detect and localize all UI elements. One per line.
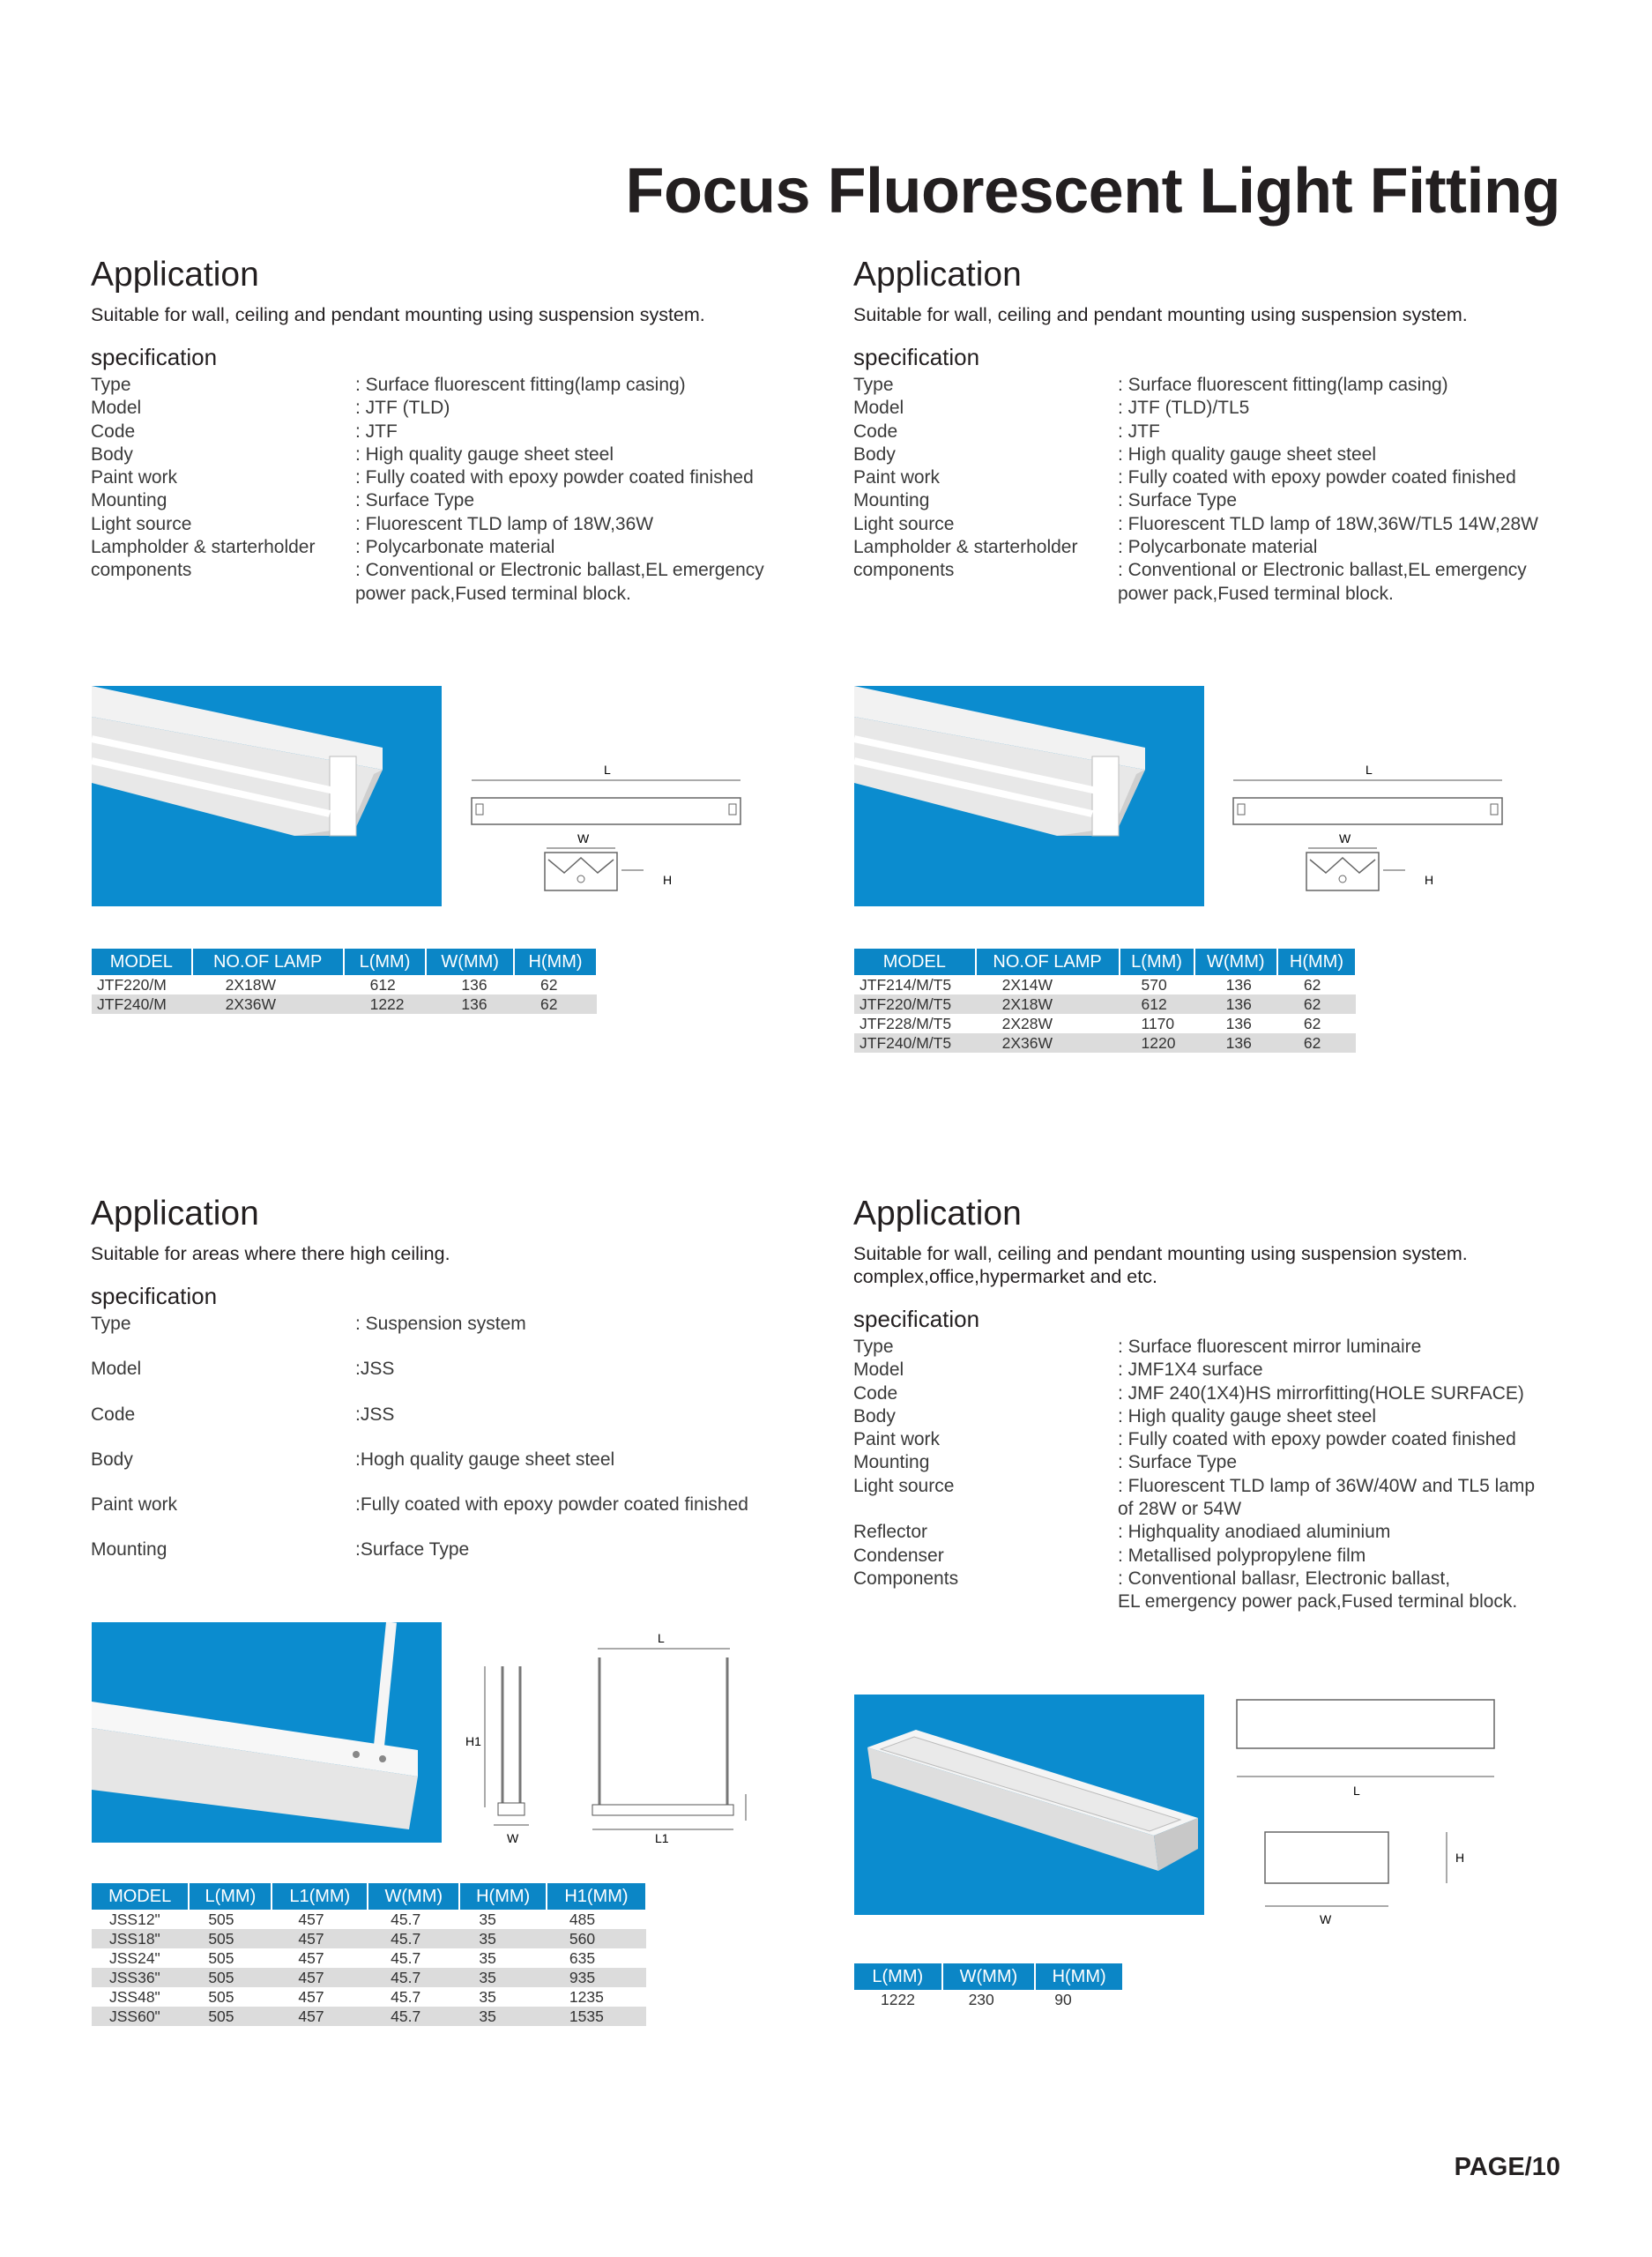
spec-list xyxy=(91,1313,822,1562)
table-header-row xyxy=(854,949,1356,975)
spec-row xyxy=(91,421,822,443)
table-cell: 457 xyxy=(298,1911,324,1928)
spec-row xyxy=(853,559,1585,582)
table-cell: JSS24" xyxy=(109,1949,160,1967)
spec-value: : JTF xyxy=(1118,421,1160,442)
spec-list xyxy=(853,1336,1585,1614)
spec-row xyxy=(853,1382,1585,1405)
spec-row xyxy=(91,1358,822,1381)
column-header: L(MM) xyxy=(854,1963,942,1990)
spec-key: Components xyxy=(853,1568,959,1589)
spec-value: power pack,Fused terminal block. xyxy=(1118,583,1394,604)
table-cell: JSS12" xyxy=(109,1911,160,1928)
table-cell: 62 xyxy=(1303,1015,1321,1032)
table-cell: 2X36W xyxy=(192,994,344,1014)
spec-value: :Fully coated with epoxy powder coated finished xyxy=(355,1494,748,1516)
spec-value: : High quality gauge sheet steel xyxy=(1118,1405,1377,1426)
table-cell: 62 xyxy=(1303,976,1321,994)
spec-value: :JSS xyxy=(355,1359,395,1380)
spec-value: : Fully coated with epoxy powder coated finished xyxy=(1118,1429,1516,1450)
table-header-row xyxy=(92,1883,646,1910)
table-row xyxy=(854,1990,1123,2009)
table-cell: 612 xyxy=(369,976,396,994)
table-cell: 45.7 xyxy=(368,1968,459,1987)
spec-key: Light source xyxy=(853,1475,955,1496)
spec-row xyxy=(853,1451,1585,1474)
spec-value: :JSS xyxy=(355,1404,395,1425)
column-header: L(MM) xyxy=(344,949,427,975)
spec-key: Body xyxy=(91,443,133,465)
label-w: W xyxy=(577,831,590,845)
table-cell: 45.7 xyxy=(391,1949,421,1967)
table-cell: 35 xyxy=(479,1949,496,1967)
table-cell: 612 xyxy=(1120,994,1194,1014)
specification-heading: specification xyxy=(91,344,218,370)
table-cell: 230 xyxy=(968,1991,994,2008)
spec-key: Model xyxy=(91,1359,142,1380)
table-cell: 62 xyxy=(1277,1033,1356,1053)
spec-value: :Surface Type xyxy=(355,1539,470,1561)
table-cell: 457 xyxy=(272,2007,368,2026)
product-photo-jmf xyxy=(854,1695,1204,1915)
spec-row xyxy=(91,1538,822,1561)
spec-row xyxy=(91,1493,822,1516)
spec-key: Code xyxy=(91,1404,136,1425)
spec-key: Body xyxy=(853,1405,896,1426)
spec-value: : Surface fluorescent fitting(lamp casing) xyxy=(1118,375,1448,395)
label-l: L xyxy=(604,763,611,777)
table-cell: 62 xyxy=(540,976,558,994)
table-cell: 136 xyxy=(1225,976,1252,994)
table-row xyxy=(92,975,597,994)
column-header: H(MM) xyxy=(459,1883,546,1910)
spec-key xyxy=(91,583,355,606)
spec-key: Paint work xyxy=(91,467,178,488)
spec-value: : Surface fluorescent fitting(lamp casing) xyxy=(355,375,686,395)
spec-key: Paint work xyxy=(853,467,941,488)
spec-value: : JTF xyxy=(355,421,398,442)
table-cell: 35 xyxy=(459,2007,546,2026)
table-cell: 45.7 xyxy=(391,1911,421,1928)
application-text: Suitable for wall, ceiling and pendant mounting using suspension system. xyxy=(91,304,705,325)
column-header: MODEL xyxy=(92,1883,189,1910)
page-title: Focus Fluorescent Light Fitting xyxy=(625,156,1560,227)
dimension-drawing-jss xyxy=(458,1627,785,1847)
column-header: MODEL xyxy=(854,949,976,975)
spec-row xyxy=(91,1449,822,1471)
spec-value: : Conventional or Electronic ballast,EL emergency xyxy=(355,560,764,581)
table-cell: 1170 xyxy=(1141,1015,1175,1032)
column-header: NO.OF LAMP xyxy=(192,949,344,975)
dimension-drawing-jtf-t5 xyxy=(1229,763,1511,908)
spec-value: : Surface Type xyxy=(1118,490,1238,511)
table-cell: 457 xyxy=(298,1988,324,2006)
spec-key: components xyxy=(91,560,192,581)
spec-key: Model xyxy=(853,1359,904,1381)
spec-row xyxy=(91,1313,822,1336)
spec-value: : Highquality anodiaed aluminium xyxy=(1118,1522,1391,1543)
spec-row xyxy=(853,1498,1585,1521)
spec-row xyxy=(853,536,1585,559)
spec-row xyxy=(91,536,822,559)
table-cell: 935 xyxy=(547,1968,646,1987)
table-cell: 2X14W xyxy=(1001,976,1053,994)
table-cell: 457 xyxy=(298,1949,324,1967)
product-block-jmf xyxy=(853,1195,1585,1614)
spec-value: : JMF 240(1X4)HS mirrorfitting(HOLE SURFACE) xyxy=(1118,1382,1524,1404)
spec-row xyxy=(853,466,1585,489)
application-text: Suitable for wall, ceiling and pendant mounting using suspension system. xyxy=(853,304,1468,325)
spec-row xyxy=(853,583,1585,606)
table-cell: JSS18" xyxy=(92,1929,189,1948)
spec-value: : Fluorescent TLD lamp of 36W/40W and TL5 lamp xyxy=(1118,1475,1536,1496)
spec-key: Lampholder & starterholder xyxy=(91,537,316,558)
table-cell: 136 xyxy=(461,976,487,994)
spec-value: : Suspension system xyxy=(355,1314,526,1334)
table-cell: 2X18W xyxy=(976,994,1120,1014)
table-cell: 457 xyxy=(272,1968,368,1987)
table-row xyxy=(92,1910,646,1929)
product-photo-jss xyxy=(92,1622,442,1843)
table-cell: 505 xyxy=(189,1929,272,1948)
table-cell: 2X36W xyxy=(976,1033,1120,1053)
spec-key: Mounting xyxy=(91,490,167,511)
table-cell: 136 xyxy=(1225,1015,1252,1032)
spec-row xyxy=(853,1405,1585,1428)
spec-key: Code xyxy=(853,421,898,442)
spec-row xyxy=(853,1590,1585,1613)
spec-table-jtf-t5 xyxy=(854,949,1357,1053)
spec-value: : Conventional or Electronic ballast,EL emergency xyxy=(1118,560,1527,581)
table-cell: 635 xyxy=(569,1949,596,1967)
table-row xyxy=(92,994,597,1014)
spec-row xyxy=(91,1404,822,1426)
table-row xyxy=(92,1929,646,1948)
spec-key: Model xyxy=(853,398,904,419)
product-photo-jtf xyxy=(92,686,442,906)
spec-value: : JTF (TLD) xyxy=(355,398,450,419)
spec-row xyxy=(91,559,822,582)
table-cell: 90 xyxy=(1054,1991,1072,2008)
spec-row xyxy=(91,489,822,512)
spec-value: : High quality gauge sheet steel xyxy=(1118,443,1377,465)
table-cell: JTF240/M xyxy=(92,994,192,1014)
dimension-drawing-jmf xyxy=(1230,1693,1512,1931)
spec-value: : Surface Type xyxy=(1118,1452,1238,1473)
spec-key: Condenser xyxy=(853,1545,944,1566)
table-cell: 560 xyxy=(547,1929,646,1948)
application-heading: Application xyxy=(91,256,259,294)
spec-key: Body xyxy=(91,1449,133,1470)
spec-key xyxy=(853,1498,1118,1521)
spec-value: : Conventional ballasr, Electronic ballast, xyxy=(1118,1568,1451,1589)
column-header: NO.OF LAMP xyxy=(976,949,1120,975)
spec-row xyxy=(853,1545,1585,1568)
spec-row xyxy=(853,1336,1585,1359)
table-cell: JTF240/M/T5 xyxy=(854,1033,976,1053)
specification-heading: specification xyxy=(91,1283,218,1309)
table-cell: JSS60" xyxy=(92,2007,189,2026)
table-cell: 485 xyxy=(569,1911,596,1928)
page-number: PAGE/10 xyxy=(1454,2153,1560,2181)
spec-value: : Surface Type xyxy=(355,490,475,511)
table-cell: 1222 xyxy=(881,1991,915,2008)
spec-key: Paint work xyxy=(91,1494,178,1516)
column-header: H(MM) xyxy=(514,949,597,975)
table-cell: 2X18W xyxy=(225,976,277,994)
spec-row xyxy=(853,1568,1585,1590)
table-cell: 35 xyxy=(479,1988,496,2006)
table-cell: 1222 xyxy=(344,994,427,1014)
table-cell: 45.7 xyxy=(391,1988,421,2006)
specification-heading: specification xyxy=(853,344,980,370)
specification-heading: specification xyxy=(853,1306,980,1332)
spec-row xyxy=(91,466,822,489)
table-cell: 1535 xyxy=(547,2007,646,2026)
product-block-jtf-tld xyxy=(91,256,822,606)
spec-row xyxy=(853,421,1585,443)
spec-value: : JMF1X4 surface xyxy=(1118,1359,1263,1381)
spec-value: : High quality gauge sheet steel xyxy=(355,443,614,465)
table-cell: 505 xyxy=(208,1949,234,1967)
spec-table-jss xyxy=(92,1883,647,2026)
spec-row xyxy=(91,583,822,606)
table-cell: 505 xyxy=(189,1968,272,1987)
table-row xyxy=(854,1033,1356,1053)
spec-key: Code xyxy=(853,1382,898,1404)
table-cell: 35 xyxy=(459,1968,546,1987)
table-cell: JTF220/M/T5 xyxy=(854,994,976,1014)
product-block-jtf-tl5 xyxy=(853,256,1585,606)
spec-row xyxy=(91,513,822,536)
label-w: W xyxy=(1339,831,1351,845)
table-cell: 35 xyxy=(479,1911,496,1928)
table-cell: JSS48" xyxy=(109,1988,160,2006)
spec-value: : Fully coated with epoxy powder coated finished xyxy=(355,467,754,488)
application-text: Suitable for areas where there high ceiling. xyxy=(91,1243,450,1264)
spec-list xyxy=(853,374,1585,606)
table-row xyxy=(854,994,1356,1014)
spec-value: : Surface fluorescent mirror luminaire xyxy=(1118,1337,1422,1357)
label-l: L xyxy=(1353,1784,1360,1798)
label-w: W xyxy=(507,1831,519,1845)
column-header: H(MM) xyxy=(1277,949,1356,975)
spec-row xyxy=(853,374,1585,397)
table-cell: 457 xyxy=(272,1929,368,1948)
product-block-jss xyxy=(91,1195,822,1584)
spec-row xyxy=(853,443,1585,466)
label-h: H xyxy=(1425,873,1434,887)
spec-row xyxy=(91,397,822,420)
table-header-row xyxy=(854,1963,1123,1990)
table-cell: 1235 xyxy=(569,1988,604,2006)
spec-list xyxy=(91,374,822,606)
spec-value: : JTF (TLD)/TL5 xyxy=(1118,398,1250,419)
table-cell: 35 xyxy=(459,1929,546,1948)
spec-key: Mounting xyxy=(853,490,930,511)
table-cell: JTF228/M/T5 xyxy=(859,1015,952,1032)
table-cell: 45.7 xyxy=(368,1929,459,1948)
spec-key xyxy=(853,583,1118,606)
spec-key: Type xyxy=(91,375,131,395)
table-cell: 1220 xyxy=(1120,1033,1194,1053)
table-cell: JTF214/M/T5 xyxy=(859,976,952,994)
column-header: H(MM) xyxy=(1035,1963,1123,1990)
spec-row xyxy=(91,443,822,466)
spec-row xyxy=(853,1521,1585,1544)
spec-table-jmf xyxy=(854,1963,1124,2009)
application-text: Suitable for wall, ceiling and pendant mounting using suspension system. xyxy=(853,1243,1468,1264)
spec-key: Type xyxy=(853,375,894,395)
table-cell: 62 xyxy=(1277,994,1356,1014)
spec-row xyxy=(853,1359,1585,1382)
spec-value: : Polycarbonate material xyxy=(1118,537,1318,558)
spec-table-jtf xyxy=(92,949,598,1014)
spec-row xyxy=(853,1428,1585,1451)
product-photo-jtf-t5 xyxy=(854,686,1204,906)
label-h: H xyxy=(1455,1851,1465,1865)
table-row xyxy=(92,1968,646,1987)
label-w: W xyxy=(1320,1912,1332,1926)
table-cell: JTF220/M xyxy=(97,976,167,994)
spec-value: : Fluorescent TLD lamp of 18W,36W/TL5 14W,28W xyxy=(1118,513,1538,534)
table-cell: 45.7 xyxy=(368,2007,459,2026)
spec-value: power pack,Fused terminal block. xyxy=(355,583,631,604)
table-row xyxy=(854,1014,1356,1033)
table-row xyxy=(92,2007,646,2026)
column-header: W(MM) xyxy=(368,1883,459,1910)
spec-key xyxy=(853,1590,1118,1613)
column-header: L1(MM) xyxy=(272,1883,368,1910)
spec-key: Mounting xyxy=(853,1452,930,1473)
column-header: W(MM) xyxy=(942,1963,1036,1990)
spec-row xyxy=(853,1475,1585,1498)
spec-key: Code xyxy=(91,421,136,442)
spec-key: Reflector xyxy=(853,1522,928,1543)
table-row xyxy=(92,1987,646,2007)
label-h: H xyxy=(663,873,673,887)
application-heading: Application xyxy=(853,1195,1022,1233)
dimension-drawing-jtf xyxy=(467,763,749,908)
application-heading: Application xyxy=(91,1195,259,1233)
application-text-2: complex,office,hypermarket and etc. xyxy=(853,1266,1157,1287)
spec-key: Lampholder & starterholder xyxy=(853,537,1078,558)
label-h1: H1 xyxy=(465,1734,481,1748)
spec-value: : Fluorescent TLD lamp of 18W,36W xyxy=(355,513,654,534)
spec-key: Body xyxy=(853,443,896,465)
application-heading: Application xyxy=(853,256,1022,294)
spec-row xyxy=(853,513,1585,536)
column-header: W(MM) xyxy=(1194,949,1277,975)
table-cell: 62 xyxy=(514,994,597,1014)
table-cell: 136 xyxy=(426,994,514,1014)
table-header-row xyxy=(92,949,597,975)
label-l: L xyxy=(658,1631,665,1645)
spec-row xyxy=(91,374,822,397)
spec-row xyxy=(853,397,1585,420)
label-l1: L1 xyxy=(655,1831,669,1845)
spec-key: Type xyxy=(91,1314,131,1334)
spec-value: : Fully coated with epoxy powder coated finished xyxy=(1118,467,1516,488)
spec-row xyxy=(853,489,1585,512)
table-cell: JSS36" xyxy=(92,1968,189,1987)
spec-key: Paint work xyxy=(853,1429,941,1450)
label-l: L xyxy=(1366,763,1373,777)
spec-value: of 28W or 54W xyxy=(1118,1499,1242,1520)
table-cell: 570 xyxy=(1141,976,1167,994)
table-row xyxy=(92,1948,646,1968)
spec-value: :Hogh quality gauge sheet steel xyxy=(355,1449,615,1470)
column-header: L(MM) xyxy=(189,1883,272,1910)
table-cell: 136 xyxy=(1194,994,1277,1014)
table-cell: 505 xyxy=(189,2007,272,2026)
column-header: L(MM) xyxy=(1120,949,1194,975)
spec-key: Light source xyxy=(853,513,955,534)
table-cell: 136 xyxy=(1194,1033,1277,1053)
table-cell: 2X28W xyxy=(1001,1015,1053,1032)
spec-value: : Metallised polypropylene film xyxy=(1118,1545,1366,1566)
spec-key: Model xyxy=(91,398,142,419)
spec-key: Type xyxy=(853,1337,894,1357)
column-header: MODEL xyxy=(92,949,192,975)
spec-value: : Polycarbonate material xyxy=(355,537,555,558)
table-row xyxy=(854,975,1356,994)
spec-key: Light source xyxy=(91,513,192,534)
spec-key: Mounting xyxy=(91,1539,167,1561)
column-header: W(MM) xyxy=(426,949,514,975)
table-cell: 505 xyxy=(208,1911,234,1928)
spec-key: components xyxy=(853,560,955,581)
spec-value: EL emergency power pack,Fused terminal block. xyxy=(1118,1591,1518,1613)
column-header: H1(MM) xyxy=(547,1883,646,1910)
table-cell: 505 xyxy=(208,1988,234,2006)
